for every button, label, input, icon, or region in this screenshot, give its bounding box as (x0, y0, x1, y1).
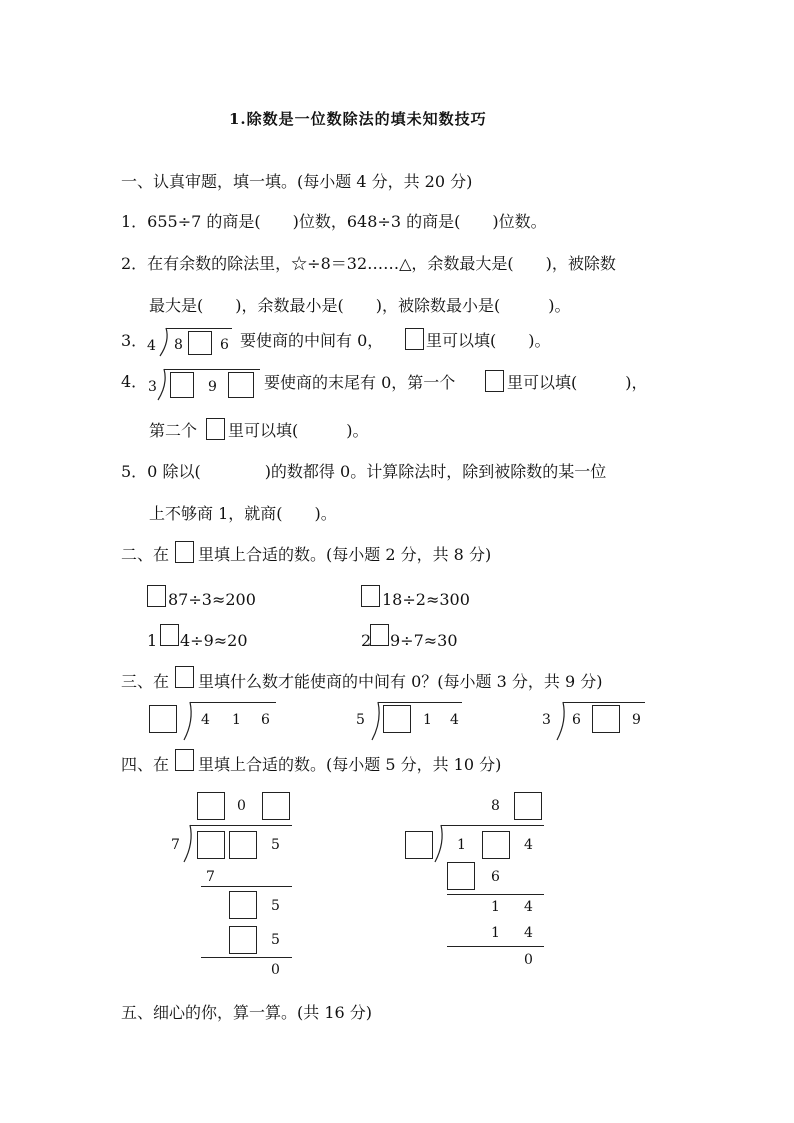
s4-left-row-2-digit: 5 (271, 898, 280, 914)
question-2-line-1: 2．在有余数的除法里，☆÷8＝32……△，余数最大是( )，被除数 (121, 254, 616, 273)
question-4-number: 4． (121, 372, 148, 391)
s3-p3-digit-1: 6 (572, 712, 581, 728)
s4-right-row-3-digit-1: 1 (491, 925, 500, 941)
section-5-heading: 五、细心的你，算一算。(共 16 分) (121, 1003, 373, 1022)
s4-right-row-3-digit-2: 4 (524, 925, 533, 941)
q4-line-2a: 第二个 (149, 421, 198, 440)
section-1-heading: 一、认真审题，填一填。(每小题 4 分，共 20 分) (121, 172, 473, 191)
q4-text-1: 要使商的末尾有 0，第一个 (264, 373, 456, 392)
q4-bracket (158, 369, 165, 400)
q4-line-2b: 里可以填( )。 (228, 421, 369, 440)
s4-left-row-3-digit: 5 (271, 932, 280, 948)
s4-left-divisor: 7 (171, 837, 180, 853)
s2-item-3: 4÷9≈20 (180, 631, 248, 650)
s3-p2-digit-2: 1 (423, 712, 432, 728)
s4-right-dividend-digit-1: 1 (457, 837, 466, 853)
s4-left-quotient-digit: 0 (237, 798, 246, 814)
s2-item-4: 9÷7≈30 (390, 631, 458, 650)
page-title: 1.除数是一位数除法的填未知数技巧 (229, 110, 487, 128)
question-3-number: 3． (121, 331, 148, 350)
q3-text-2: 里可以填( )。 (426, 331, 551, 350)
s3-p1-digit-1: 4 (201, 712, 210, 728)
s2-item-1: 87÷3≈200 (168, 590, 256, 609)
s4-right-row-2-digit-1: 1 (491, 899, 500, 915)
section-3-heading-a: 三、在 (121, 672, 170, 691)
question-5-line-1: 5．0 除以( )的数都得 0。计算除法时，除到被除数的某一位 (121, 462, 607, 481)
q3-text-1: 要使商的中间有 0， (240, 331, 384, 350)
s3-p3-digit-3: 9 (632, 712, 641, 728)
s3-p3-bracket (557, 702, 564, 740)
section-3-heading-b: 里填什么数才能使商的中间有 0？(每小题 3 分，共 9 分) (198, 672, 603, 691)
q4-divisor: 3 (148, 379, 157, 395)
s4-right-dividend-digit-3: 4 (524, 837, 533, 853)
section-4-heading-a: 四、在 (121, 755, 170, 774)
s2-item-4-prefix: 2 (361, 631, 372, 650)
section-2-heading-a: 二、在 (121, 545, 170, 564)
question-2-line-2: 最大是( )，余数最小是( )，被除数最小是( )。 (149, 296, 571, 315)
s4-right-row-2-digit-2: 4 (524, 899, 533, 915)
s3-p2-divisor: 5 (356, 712, 365, 728)
s4-left-row-1: 7 (206, 869, 215, 885)
s4-left-bracket (184, 825, 191, 862)
s4-left-remainder: 0 (271, 962, 280, 978)
question-5-line-2: 上不够商 1，就商( )。 (149, 504, 337, 523)
s3-p1-bracket (184, 702, 191, 740)
q3-digit-3: 6 (220, 337, 229, 353)
q4-digit-2: 9 (208, 379, 217, 395)
s4-right-row-1-digit: 6 (491, 869, 500, 885)
s3-p1-digit-3: 6 (261, 712, 270, 728)
q4-text-2: 里可以填( )， (507, 373, 648, 392)
s4-right-quotient-digit: 8 (491, 798, 500, 814)
s2-item-2: 18÷2≈300 (382, 590, 470, 609)
s4-right-bracket (435, 825, 442, 862)
s4-left-dividend-digit-3: 5 (271, 837, 280, 853)
s3-p2-bracket (372, 702, 379, 740)
section-2-heading-b: 里填上合适的数。(每小题 2 分，共 8 分) (198, 545, 492, 564)
section-4-heading-b: 里填上合适的数。(每小题 5 分，共 10 分) (198, 755, 502, 774)
q3-bracket (160, 328, 167, 356)
s3-p3-divisor: 3 (542, 712, 551, 728)
q3-digit-1: 8 (174, 337, 183, 353)
s3-p2-digit-3: 4 (450, 712, 459, 728)
question-1: 1．655÷7 的商是( )位数，648÷3 的商是( )位数。 (121, 212, 547, 231)
s4-right-remainder: 0 (524, 952, 533, 968)
s3-p1-digit-2: 1 (232, 712, 241, 728)
s2-item-3-prefix: 1 (147, 631, 158, 650)
q3-divisor: 4 (147, 338, 156, 354)
